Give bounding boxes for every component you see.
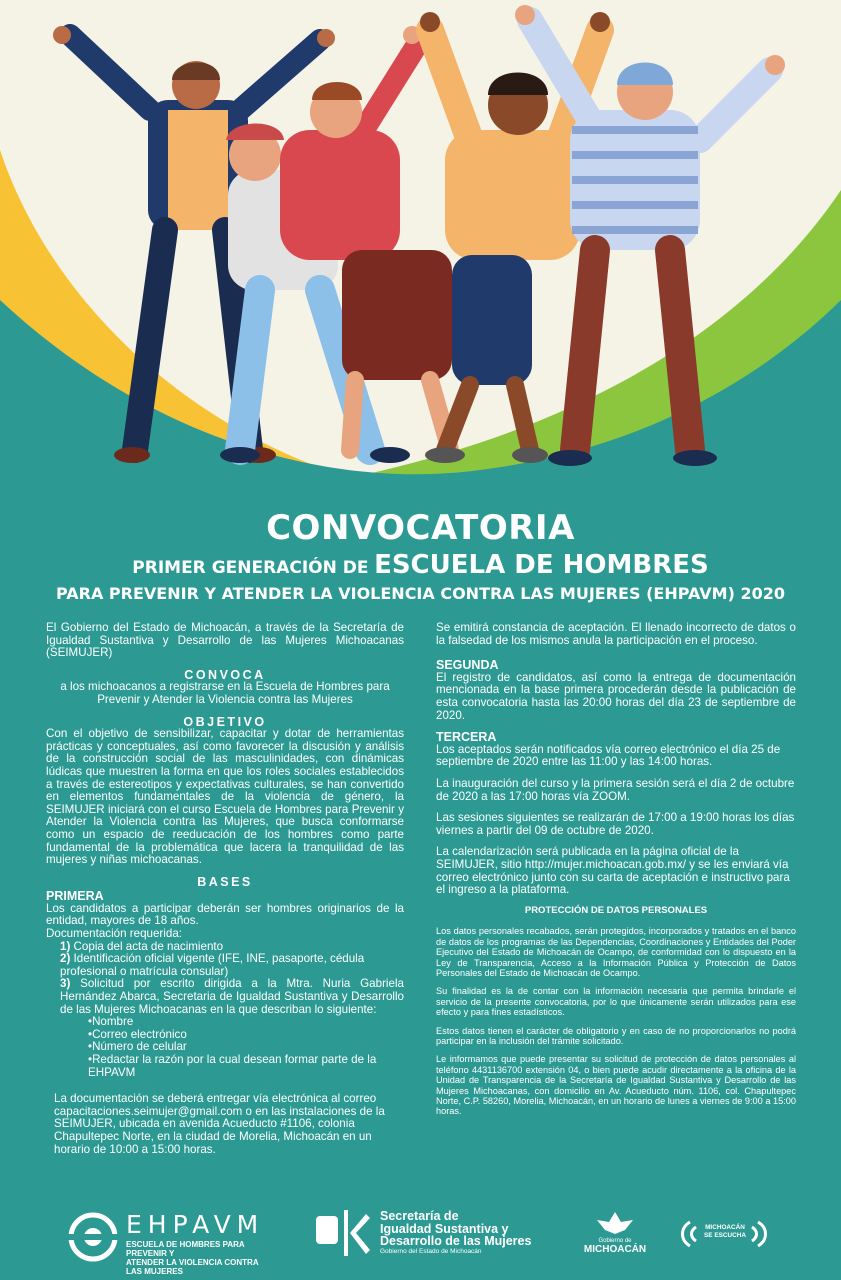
escucha-text: MICHOACÁN SE ESCUCHA [704, 1224, 746, 1239]
proteccion-text-4: Le informamos que puede presentar su solicitud de protección de datos personales al teléfono 4431136700 extensión 04, o bien puede acudir directamente a la oficina de la Unidad de Transparencia de la Secretaría de Igualdad Sustantiva y Desarrollo de las Mujeres Michoacanas, con domicilio en Av. Acueducto núm. 1106, col. Chapultepec Norte, C.P. 58260, Morelia, Michoacán, en un horario de lunes a viernes de 9:00 a 15:00 horas. [436, 1054, 796, 1117]
footer-logos [0, 1198, 841, 1280]
segunda-text: El registro de candidatos, así como la entrega de documentación mencionada en la base primera procederán desde la publicación de esta convocatoria hasta las 20:00 horas del día 23 de septiembre de 2020. [436, 670, 796, 722]
subtitle-line3: PARA PREVENIR Y ATENDER LA VIOLENCIA CONTRA LAS MUJERES (EHPAVM) 2020 [56, 584, 785, 603]
michoacan-gob-label: Gobierno de [598, 1238, 632, 1244]
convoca-heading: CONVOCA [184, 667, 266, 682]
proteccion-heading: PROTECCIÓN DE DATOS PERSONALES [524, 904, 708, 916]
list-item: • Número de celular [88, 1041, 404, 1054]
primera-heading: PRIMERA [46, 889, 104, 904]
tercera-inauguration: La inauguración del curso y la primera sesión será el día 2 de octubre de 2020 a las 17:00 horas vía ZOOM. [436, 776, 795, 803]
ehpavm-logo [66, 1210, 276, 1276]
seimujer-subtitle: Gobierno del Estado de Michoacán [380, 1248, 482, 1255]
primera-text: Los candidatos a participar deberán ser hombres originarios de la entidad, mayores de 18 años. [46, 901, 404, 928]
proteccion-text-2: Su finalidad es la de contar con la información necesaria que permita brindarle el servicio de la presente convocatoria, por lo que únicamente serán utilizados para ese efecto y para fines estadísticos. [436, 986, 796, 1018]
subtitle-prefix: PRIMER GENERACIÓN DE [132, 558, 369, 578]
seimujer-name: Secretaría de Igualdad Sustantiva y Desarrollo de las Mujeres [380, 1209, 532, 1248]
left-column [46, 622, 404, 1156]
requirement-item: 1) Copia del acta de nacimiento [60, 939, 224, 953]
subtitle [0, 550, 841, 583]
tercera-notify: Los aceptados serán notificados vía correo electrónico el día 25 de septiembre de 2020 entre las 11:00 y las 14:00 horas. [436, 742, 781, 769]
state-seal-icon [312, 1208, 372, 1262]
hero-illustration [0, 0, 841, 500]
requirement-item: 3) Solicitud por escrito dirigida a la Mtra. Nuria Gabriela Hernández Abarca, Secretaria de Igualdad Sustantiva y Desarrollo de las Mujeres Michoacanas en la que describan lo siguiente: [60, 977, 404, 1016]
main-title: CONVOCATORIA [266, 508, 575, 548]
list-item: • Nombre [88, 1016, 404, 1029]
seimujer-logo [312, 1208, 552, 1264]
objetivo-text: Con el objetivo de sensibilizar, capacitar y dotar de herramientas prácticas y conceptuales, así como favorecer la discusión y análisis de la construcción social de las masculinidades, con dinámicas lúdicas que muestren la forma en que los roles sociales establecidos a través de estereotipos y expectativas culturales, se han convertido en elementos fundamentales de la violencia de género, la SEIMUJER iniciará con el curso Escuela de Hombres para Prevenir y Atender la Violencia contra las Mujeres, que busca conformarse como un espacio de reeducación de los hombres como parte fundamental de la problemática que lacera la tranquilidad de las mujeres y niñas michoacanas. [46, 727, 404, 867]
proteccion-text-3: Estos datos tienen el carácter de obligatorio y en caso de no proporcionarlos no podrá participar en la inclusión del trámite solicitado. [436, 1025, 796, 1046]
constancia-text: Se emitirá constancia de aceptación. El llenado incorrecto de datos o la falsedad de los mismos anula la participación en el proceso. [436, 621, 796, 647]
doc-required: Documentación requerida: [46, 927, 182, 941]
requirements-list [46, 941, 404, 1017]
intro-text: El Gobierno del Estado de Michoacán, a través de la Secretaría de Igualdad Sustantiva y Desarrollo de las Mujeres Michoacanas (SEIMUJER) [46, 621, 404, 660]
requirement-item: 2) Identificación oficial vigente (IFE, INE, pasaporte, cédula profesional o matrícula consular) [60, 952, 365, 978]
request-fields-list [46, 1016, 404, 1079]
title-block [0, 508, 841, 605]
delivery-text: La documentación se deberá entregar vía electrónica al correo capacitaciones.seimujer@gmail.com o en las instalaciones de la SEIMUJER, ubicada en avenida Acueducto #1106, colonia Chapultepec Norte, en la ciudad de Morelia, Michoacán en un horario de 10:00 a 15:00 horas. [54, 1092, 385, 1156]
michoacan-name: MICHOACÁN [583, 1244, 647, 1255]
list-item: • Correo electrónico [88, 1029, 404, 1042]
ehpavm-emblem-icon [66, 1210, 120, 1264]
tercera-heading: TERCERA [436, 730, 497, 745]
ehpavm-wordmark: EHPAVM [126, 1210, 265, 1239]
michoacan-emblem-icon [595, 1210, 635, 1236]
michoacan-logo [580, 1210, 650, 1260]
objetivo-heading: OBJETIVO [183, 714, 267, 729]
michoacan-se-escucha-logo [676, 1218, 772, 1250]
convoca-text: a los michoacanos a registrarse en la Escuela de Hombres para Prevenir y Atender la Violencia contra las Mujeres [60, 680, 390, 706]
tercera-sessions: Las sesiones siguientes se realizarán de 17:00 a 19:00 horas los días viernes a partir del 09 de octubre de 2020. [436, 811, 795, 837]
list-item: • Redactar la razón por la cual desean formar parte de la EHPAVM [88, 1054, 404, 1079]
subtitle-main: ESCUELA DE HOMBRES [374, 550, 709, 580]
tercera-calendar: La calendarización será publicada en la página oficial de la SEIMUJER, sitio http://mujer.michoacan.gob.mx/ y se les enviará vía correo electrónico junto con su carta de aceptación e instructivo para el ingreso a la plataforma. [436, 845, 790, 897]
right-column [436, 622, 796, 1117]
bases-heading: BASES [197, 874, 253, 889]
proteccion-text-1: Los datos personales recabados, serán protegidos, incorporados y tratados en el banco de datos de los programas de las Dependencias, Coordinaciones y Entidades del Poder Ejecutivo del Estado de Michoacán de Ocampo, de conformidad con lo dispuesto en la Ley de Transparencia, Acceso a la Información Pública y Protección de Datos Personales del Estado de Michoacán de Ocampo. [436, 926, 796, 978]
ehpavm-subtitle: ESCUELA DE HOMBRES PARA PREVENIR Y ATENDER LA VIOLENCIA CONTRA LAS MUJERES [126, 1240, 259, 1276]
segunda-heading: SEGUNDA [436, 658, 499, 673]
